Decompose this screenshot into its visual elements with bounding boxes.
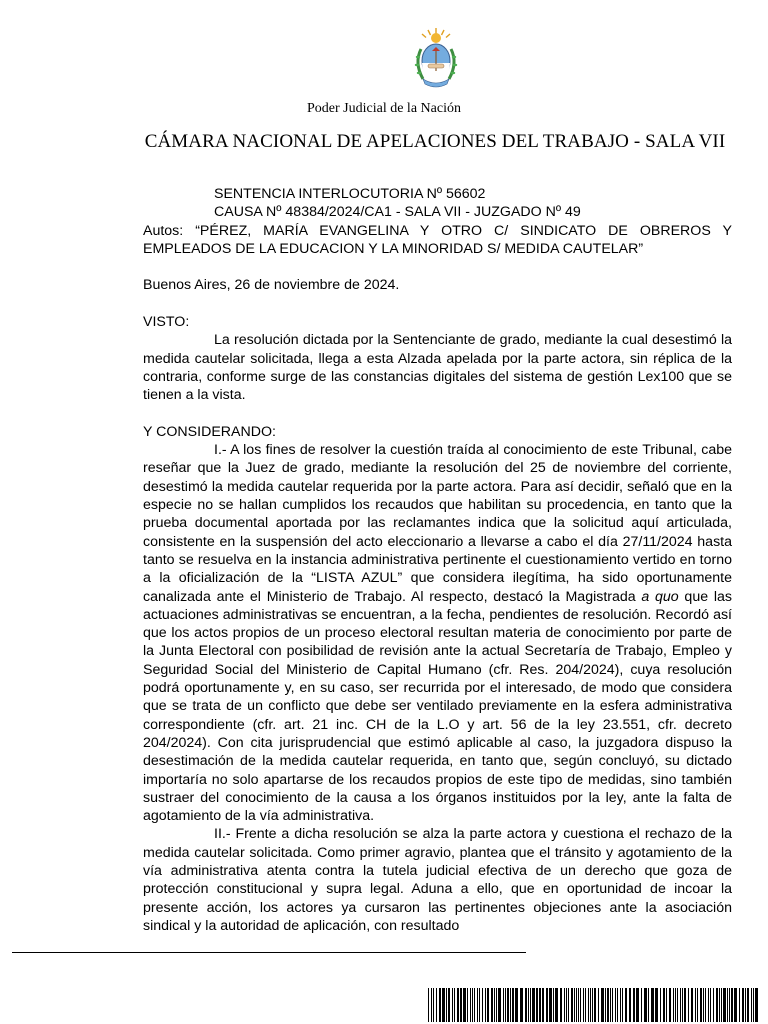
barcode-bar [745, 988, 746, 1022]
barcode-bar [625, 988, 627, 1022]
barcode-bar [617, 988, 618, 1022]
footer-rule [12, 952, 526, 953]
barcode-bar [697, 988, 698, 1022]
barcode-bar [452, 988, 453, 1022]
barcode-bar [433, 988, 434, 1022]
court-name: CÁMARA NACIONAL DE APELACIONES DEL TRABAJO - SALA VII [144, 131, 726, 152]
barcode-bar [612, 988, 613, 1022]
barcode-bar [607, 988, 609, 1022]
barcode-bar [713, 988, 714, 1022]
barcode-bar [546, 988, 548, 1022]
barcode-bar [592, 988, 593, 1022]
barcode-bar [439, 988, 441, 1022]
barcode-bar [571, 988, 573, 1022]
barcode-bar [431, 988, 432, 1022]
barcode-bar [585, 988, 586, 1022]
barcode-bar [734, 988, 737, 1022]
considerando-paragraph-1 [143, 441, 732, 825]
barcode-bar [460, 988, 462, 1022]
barcode-bar [505, 988, 506, 1022]
barcode-bar [496, 988, 497, 1022]
barcode-bar [515, 988, 518, 1022]
barcode-bar [651, 988, 654, 1022]
barcode-bar [442, 988, 445, 1022]
barcode-bar [753, 988, 754, 1022]
barcode-bar [641, 988, 642, 1022]
barcode-bar [655, 988, 658, 1022]
barcode-bar [691, 988, 693, 1022]
barcode-bar [620, 988, 621, 1022]
barcode-bar [467, 988, 468, 1022]
barcode-bar [721, 988, 722, 1022]
barcode-bar [470, 988, 471, 1022]
barcode-bar [494, 988, 495, 1022]
barcode-bar [633, 988, 635, 1022]
barcode-bar [576, 988, 577, 1022]
institution-name: Poder Judicial de la Nación [307, 101, 461, 116]
barcode-bar [457, 988, 459, 1022]
barcode-bar [747, 988, 749, 1022]
coat-of-arms-argentina-icon [411, 27, 461, 91]
barcode-bar [673, 988, 674, 1022]
barcode-bar [491, 988, 493, 1022]
barcode-bar [507, 988, 509, 1022]
barcode-bar [510, 988, 511, 1022]
paragraph-1-text-b: que las actuaciones administrativas se encuentran, a la fecha, pendientes de resolución. Recordó así que los actos propios de un proceso electoral resultan materia de conocimiento por parte de la Junta Electoral con posibilidad de revisión ante la actual Secretaría de Trabajo, Empleo y Seguridad Social del Ministerio de Capital Humano (cfr. Res. 204/2024), cuya resolución podrá oportunamente y, en su caso, ser recurrida por el interesado, de modo que considera que se trata de un conflicto que debe ser ventilado previamente en la esfera administrativa correspondiente (cfr. art. 21 inc. CH de la L.O y art. 56 de la ley 23.551, cfr. decreto 204/2024). Con cita jurisprudencial que estimó aplicable al caso, la juzgadora dispuso la desestimación de la medida cautelar requerida, en tanto que, según concluyó, su dictado importaría no solo apartarse de los recaudos propios de este tipo de medidas, sino también sustraer del conocimiento de la causa a los órganos instituidos por la ley, ante la falta de agotamiento de la vía administrativa. [143, 588, 732, 825]
barcode-bar [503, 988, 504, 1022]
barcode-bar [716, 988, 718, 1022]
barcode-bar [555, 988, 558, 1022]
barcode-bar [666, 988, 667, 1022]
barcode-bar [703, 988, 704, 1022]
barcode-bar [708, 988, 709, 1022]
barcode-bar [719, 988, 720, 1022]
barcode-bar [588, 988, 589, 1022]
barcode-bar [675, 988, 676, 1022]
barcode-bar [622, 988, 623, 1022]
barcode-bar [574, 988, 575, 1022]
barcode-bar [549, 988, 552, 1022]
barcode-bar [542, 988, 544, 1022]
barcode-bar [648, 988, 649, 1022]
considerando-paragraph-2: II.- Frente a dicha resolución se alza la parte actora y cuestiona el rechazo de la medida cautelar solicitada. Como primer agravio, plantea que el tránsito y agotamiento de la vía administrativa atenta contra la tutela judicial efectiva de un derecho que goza de protección constitucional y supra legal. Aduna a ello, que en oportunidad de incoar la presente acción, los actores ya cursaron las pertinentes objeciones ante la asociación sindical y la autoridad de aplicación, con resultado [143, 826, 732, 934]
barcode-bar [532, 988, 535, 1022]
barcode-bar [463, 988, 466, 1022]
barcode-bar [677, 988, 678, 1022]
paragraph-1-italic: a quo [641, 588, 679, 605]
barcode-bar [528, 988, 529, 1022]
barcode-bar [539, 988, 541, 1022]
barcode-bar [682, 988, 683, 1022]
barcode-bar [446, 988, 447, 1022]
barcode-bar [695, 988, 696, 1022]
barcode-bar [705, 988, 706, 1022]
barcode-bar [700, 988, 702, 1022]
sentencia-number: SENTENCIA INTERLOCUTORIA Nº 56602 [214, 186, 486, 202]
barcode-bar [454, 988, 455, 1022]
barcode-bar [482, 988, 483, 1022]
barcode-bar [578, 988, 579, 1022]
barcode-bar [636, 988, 639, 1022]
barcode-bar [729, 988, 730, 1022]
barcode-bar [629, 988, 631, 1022]
barcode-bar [601, 988, 604, 1022]
barcode-bar [598, 988, 599, 1022]
barcode-bar [448, 988, 450, 1022]
barcode-bar [485, 988, 486, 1022]
barcode-bar [680, 988, 681, 1022]
barcode-bar [739, 988, 740, 1022]
barcode-bar [590, 988, 591, 1022]
barcode-bar [525, 988, 527, 1022]
barcode-bar [479, 988, 480, 1022]
barcode-bar [610, 988, 611, 1022]
document-body [143, 185, 732, 935]
considerando-heading: Y CONSIDERANDO: [143, 423, 276, 440]
visto-heading: VISTO: [143, 314, 190, 331]
barcode-bar [580, 988, 581, 1022]
barcode-bar [644, 988, 647, 1022]
barcode-bar [688, 988, 689, 1022]
barcode-bar [727, 988, 728, 1022]
barcode-bar [566, 988, 567, 1022]
barcode-bar [731, 988, 733, 1022]
barcode-bar [751, 988, 752, 1022]
barcode-bar [472, 988, 473, 1022]
barcode-bar [436, 988, 437, 1022]
barcode-bar [560, 988, 562, 1022]
barcode-bar [512, 988, 514, 1022]
paragraph-1-text-a: I.- A los fines de resolver la cuestión traída al conocimiento de este Tribunal, cabe reseñar que la Juez de grado, mediante la resolución del 25 de noviembre del corriente, desestimó la medida cautelar requerida por la parte actora. Para así decidir, señaló que en la especie no se hallan cumplidos los recaudos que habilitan su procedencia, en tanto que la prueba documental aportada por las reclamantes indica que la solicitud aquí articulada, consistente en la suspensión del acto eleccionario a llevarse a cabo el día 27/11/2024 hasta tanto se resuelva en la instancia administrativa pertinente el cuestionamiento vertido en torno a la oficialización de la “LISTA AZUL” que considera ilegítima, ha sido oportunamente canalizada ante el Ministerio de Trabajo. Al respecto, destacó la Magistrada [143, 442, 732, 605]
barcode-bar [594, 988, 596, 1022]
causa-number: CAUSA Nº 48384/2024/CA1 - SALA VII - JUZGADO Nº 49 [214, 204, 581, 221]
autos-caption: Autos: “PÉREZ, MARÍA EVANGELINA Y OTRO C/ SINDICATO DE OBREROS Y EMPLEADOS DE LA EDUCACION Y LA MINORIDAD S/ MEDIDA CAUTELAR” [143, 222, 732, 257]
barcode-bar [487, 988, 489, 1022]
barcode-bar [723, 988, 726, 1022]
visto-paragraph: La resolución dictada por la Sentenciante de grado, mediante la cual desestimó la medida cautelar solicitada, llega a esta Alzada apelada por la parte actora, sin réplica de la contraria, conforme surge de las constancias digitales del sistema de gestión Lex100 que se tienen a la vista. [143, 332, 732, 404]
barcode-bar [530, 988, 531, 1022]
barcode-bar [428, 988, 429, 1022]
barcode-bar [669, 988, 671, 1022]
barcode-bar [568, 988, 569, 1022]
barcode-bar [477, 988, 478, 1022]
barcode-bar [663, 988, 665, 1022]
barcode-icon [428, 988, 758, 1022]
barcode-bar [615, 988, 616, 1022]
barcode-bar [605, 988, 606, 1022]
barcode-bar [553, 988, 554, 1022]
barcode-bar [498, 988, 501, 1022]
barcode-bar [660, 988, 661, 1022]
barcode-bar [520, 988, 523, 1022]
barcode-bar [742, 988, 744, 1022]
barcode-bar [536, 988, 538, 1022]
barcode-bar [684, 988, 686, 1022]
barcode-bar [755, 988, 758, 1022]
date-line: Buenos Aires, 26 de noviembre de 2024. [143, 277, 400, 294]
barcode-bar [474, 988, 475, 1022]
barcode-bar [583, 988, 584, 1022]
barcode-bar [564, 988, 565, 1022]
barcode-bar [710, 988, 711, 1022]
